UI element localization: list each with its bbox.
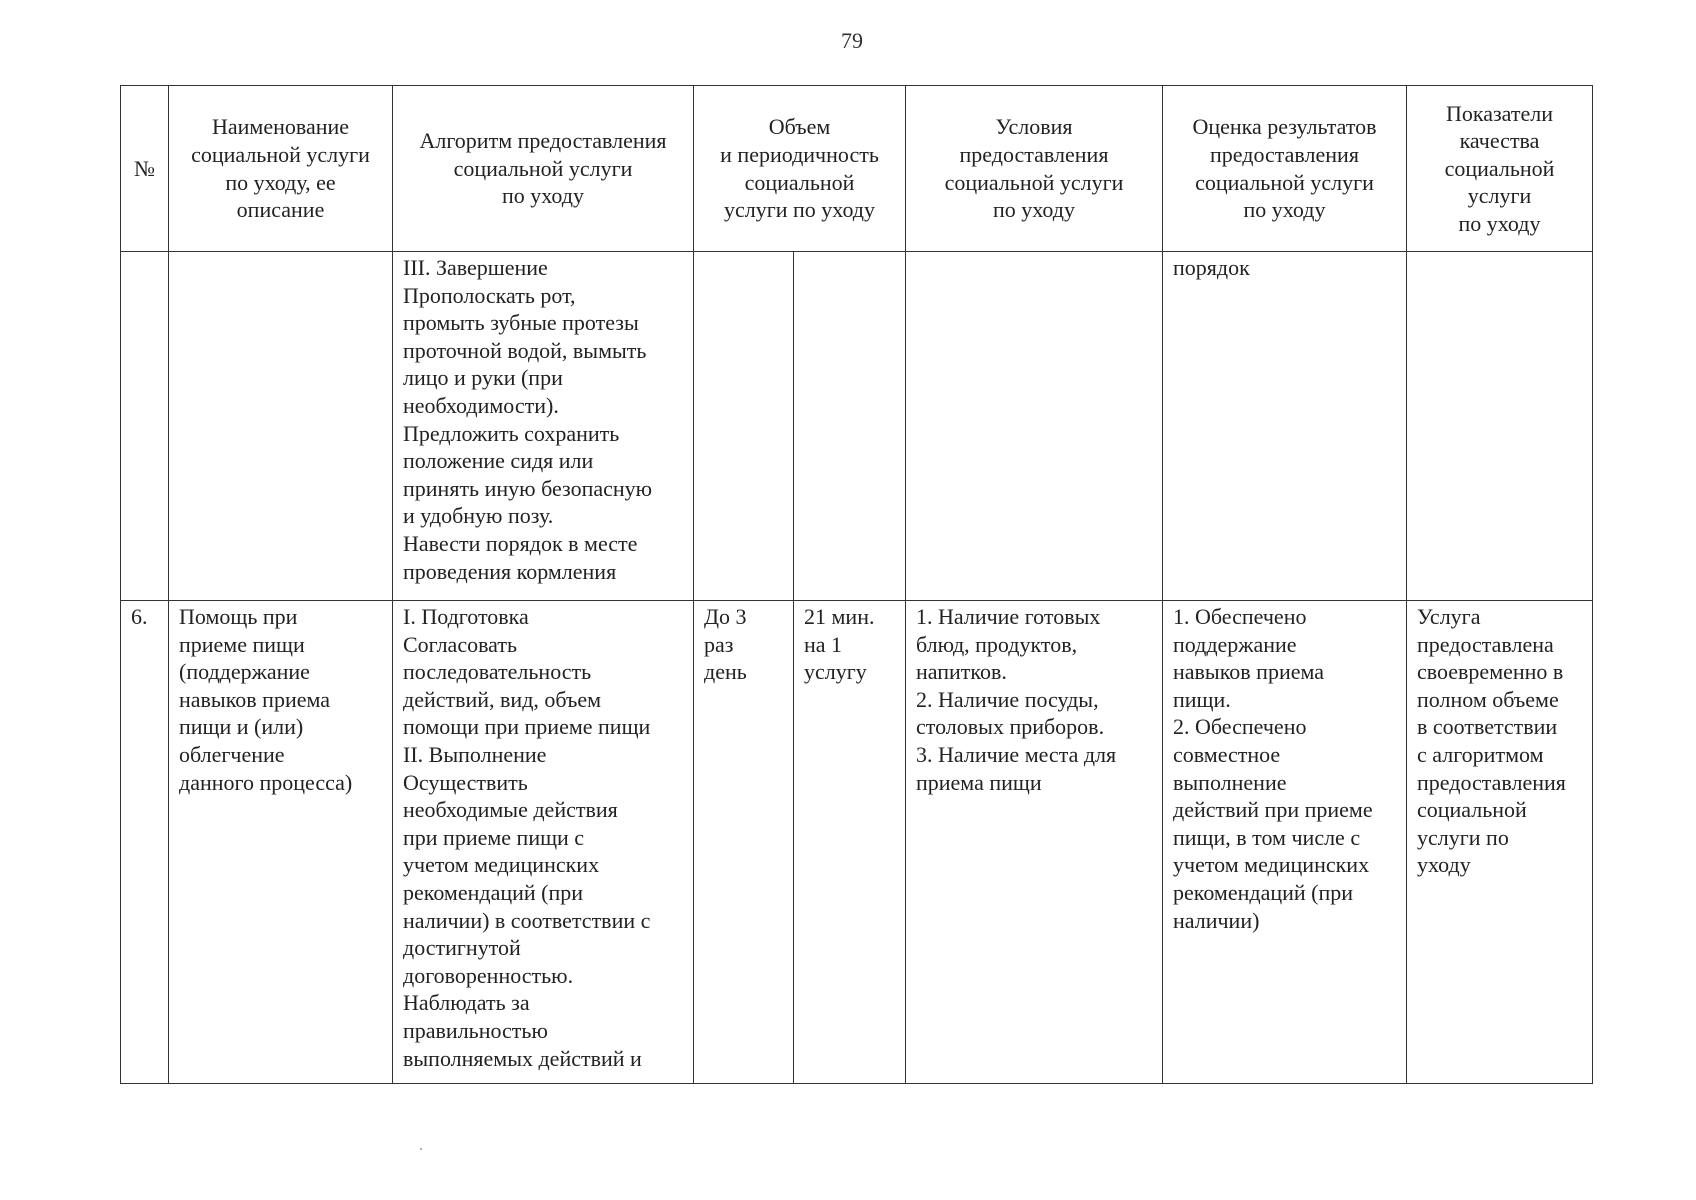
row-num: 6. [121,601,169,1084]
row-algorithm: III. Завершение Прополоскать рот, промыть зубные протезы проточной водой, вымыть лицо и руки (при необходимости). Предложить сохранить положение сидя или принять иную безопасную и удобную позу. Навести порядок в месте проведения кормления [393,252,694,601]
page-number: 79 [841,28,863,53]
table-row [121,601,1593,1084]
row-quality [1407,252,1593,601]
row-algorithm: I. Подготовка Согласовать последовательность действий, вид, объем помощи при приеме пищи II. Выполнение Осуществить необходимые действия при приеме пищи с учетом медицинских рекомендаций (при наличии) в соответствии с достигнутой договоренностью. Наблюдать за правильностью выполняемых действий и [393,601,694,1084]
header-conditions: Условия предоставления социальной услуги по уходу [906,86,1163,252]
row-evaluation: порядок [1163,252,1407,601]
header-name: Наименование социальной услуги по уходу, ее описание [169,86,393,252]
row-frequency [694,252,794,601]
row-frequency: До 3 раз день [694,601,794,1084]
row-conditions: 1. Наличие готовых блюд, продуктов, напитков. 2. Наличие посуды, столовых приборов. 3. Наличие места для приема пищи [906,601,1163,1084]
row-name: Помощь при приеме пищи (поддержание навыков приема пищи и (или) облегчение данного процесса) [169,601,393,1084]
row-duration: 21 мин. на 1 услугу [794,601,906,1084]
row-duration [794,252,906,601]
row-evaluation: 1. Обеспечено поддержание навыков приема пищи. 2. Обеспечено совместное выполнение действий при приеме пищи, в том числе с учетом медицинских рекомендаций (при наличии) [1163,601,1407,1084]
header-volume: Объем и периодичность социальной услуги по уходу [694,86,906,252]
row-name [169,252,393,601]
row-conditions [906,252,1163,601]
header-algorithm: Алгоритм предоставления социальной услуги по уходу [393,86,694,252]
header-num: № [121,86,169,252]
header-quality: Показатели качества социальной услуги по уходу [1407,86,1593,252]
row-quality: Услуга предоставлена своевременно в полном объеме в соответствии с алгоритмом предоставления социальной услуги по уходу [1407,601,1593,1084]
scan-speck [420,1148,422,1150]
services-table [120,85,1593,1084]
table-header-row [121,86,1593,252]
header-evaluation: Оценка результатов предоставления социальной услуги по уходу [1163,86,1407,252]
table-row [121,252,1593,601]
row-num [121,252,169,601]
